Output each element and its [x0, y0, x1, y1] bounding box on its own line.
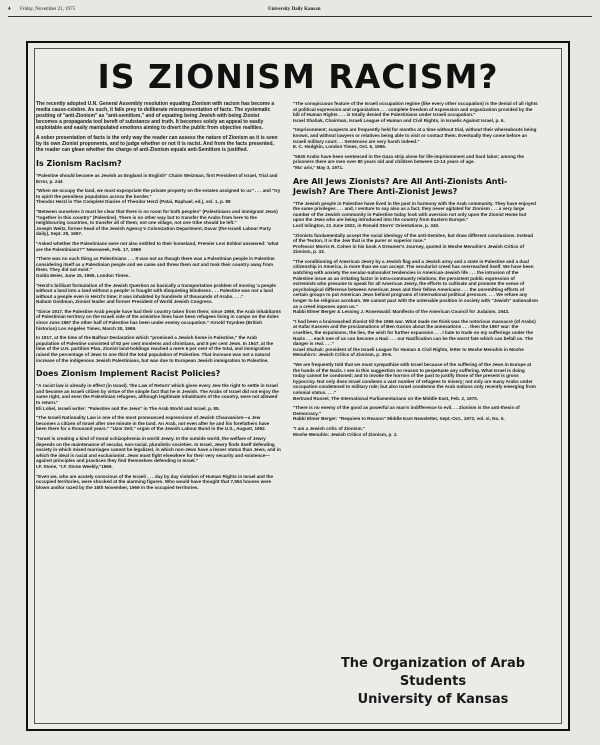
quote-source: "Ma' ariv," May 3, 1971.	[293, 164, 344, 170]
quote-source: Bertrand Russel, The International Parliamentarians on the Middle East, Feb. 2, 1970.	[293, 395, 479, 401]
quote-source: Rabbi Elmer Berger & Lessing J. Rosenwald: Manifesto of the American Council for Judaism, 1943.	[293, 309, 510, 315]
quote: "The Jewish people in Palestine have lived in the past in harmony with the Arab community. They have enjoyed the same privileges . . . and, I venture to say also as a fact, they never agitated for Zionism . . . a very large number of the Jewish community in Palestine today look with aversion not only upon the Zionist Home but upon the Jews who are being introduced into the country from Eastern Europe." Lord Islington, 21 June 1922, in Ronald Storrs' Orientations, p. 340.	[293, 201, 538, 229]
quote-source: Nahum Goldman, Zionist leader and former President of World Jewish Congress.	[36, 299, 213, 305]
quote: "Even we, who are acutely conscious of the Israeli . . . day by day violation of Human Rights in Israel and the occupied territories, were shocked at the alarming figures. Who would have thought that 7,554 houses were blown and/or razed by the 15th November, 1969 in the occupied territories.	[36, 473, 274, 490]
quote-source: I.F. Stone, "I.F. Stone Weekly,"1969.	[36, 463, 113, 469]
quote: "A racist law is already in effect (in Israel). 'the Law of Return' which gives every Jew the right to settle in Israel and become an Israeli citizen by virtue of the simple fact that he is Jewish. The Arabs of Israel did not enjoy the same right, and even the Palestinian refugees, although legitimate inhabitants of the country, were not allowed to return." Eli Lobel, Israeli writer: "Palestine and the Jews" in The Arab World and Israel, p. 85.	[36, 383, 281, 411]
quote: "Herzl's brilliant formulation of the Jewish Question as basically a transportation problem of moving 'a people without a land into a land without a people' is fraught with disquieting blindness . . . Palestine was not a land without a people even in Herzl's time; it was inhabited by hundreds of thousands of Arabs. . . ." Nahum Goldman, Zionist leader and former President of World Jewish Congress.	[36, 283, 281, 305]
left-column	[36, 101, 281, 494]
quote: "I am a Jewish critic of Zionism." Moshe Menuhin: Jewish Critics of Zionism, p. 2.	[293, 426, 538, 437]
quote-source: Golda Meier, June 15, 1969, London Times.	[36, 272, 130, 278]
quote-source: E. C. Hodgkin, London Times, Oct. 6, 1969.	[293, 144, 387, 150]
quote: "Asked whether the Palestinians were not also entitled to their homeland, Premier Levi Eshkol answered: 'what are the Palestinians?'" Newsweek, Feb. 17, 1969	[36, 240, 279, 252]
masthead-rule	[8, 16, 592, 17]
quote: "There was no such thing as Palestinians . . . It was not as though there was a Palestinian people in Palestine considering itself as a Palestinian people and we came and threw them out and took their country away from them. They did not exist." Golda Meier, June 15, 1969, London Times.	[36, 256, 281, 278]
quote-source: Rabbi Elmer Berger: "Requiem to Reason" Middle East Newsletter, Sept.-Oct., 1972, vol. vi, No. 5.	[293, 416, 505, 422]
newspaper-masthead	[0, 0, 600, 22]
section-heading: Is Zionism Racism?	[36, 159, 122, 168]
quote-source: Joseph Weitz, former head of the Jewish Agency's Colonization Department, Davar (the Israeli Labour Party daily), Sept. 29, 1967.	[36, 225, 271, 237]
quote: "When we occupy the land, we must expropriate the private property on the estates assigned to us" . . . and "try to spirit the penniless population across the border." Theodor Herzl in The Complete Diaries of Theodor Herzl (Patai, Raphael, ed.), vol. 1, p. 88	[36, 188, 281, 205]
quote-source: Eli Lobel, Israeli writer: "Palestine and the Jews" in The Arab World and Israel, p. 85.	[36, 405, 220, 411]
quote: "The Israeli Nationality Law is one of the most pronounced expressions of Jewish Chauvanism—a Jew becomes a citizen of Israel after one minute in the land. An Arab, not even after he and his forefathers have been there for a thousand years." "Uzor Zeit," organ of the Jewish Labour Bund in the U.S., August, 1952.	[36, 415, 270, 432]
quote: "Between ourselves it must be clear that there is no room for both peoples" (Palestinians and immigrant Jews) "together in this country" (Palestine). There is no other way but to transfer the Arabs from here to the neighbouring countries, to transfer all of them; not one village, not one tribe should be left." Joseph Weitz, former head of the Jewish Agency's Colonization Department, Davar (the Israeli Labour Party daily), Sept. 29, 1967.	[36, 209, 281, 237]
quote-source: Theodor Herzl in The Complete Diaries of Theodor Herzl (Patai, Raphael, ed.), vol. 1, p. 88	[36, 199, 231, 205]
quote: "The conspicuous feature of the Israeli occupation regime (like every other occupation) is the denial of all rights at political expression and organization . . . complete freedom of expression and organization provided by the bill of Human Rights . . . is totally denied the Palestinians under Israeli occupation." Israel Shahak, Chairman, Israeli League of Human and Civil Rights, in Israelis Against Israel, p. 6.	[293, 101, 538, 123]
advertisement-frame	[26, 41, 570, 731]
publication-name: University Daily Kansan	[268, 7, 321, 12]
quote: "Israel is creating a kind of moral schizophrenia in world Jewry. In the outside world, the welfare of Jewry depends on the maintenance of secular, non-racial, pluralistic societies. In Israel, Jewry finds itself defending society in which mixed marriages cannot be legalized, in which non-Jews have a lesser status than Jews, and in which the ideal is racial and exclusionist. Jews must fight elsewhere for their very security and existence—against principles and practices they find themselves defending in Israel." I.F. Stone, "I.F. Stone Weekly,"1969.	[36, 435, 281, 469]
intro-paragraph: The recently adopted U.N. General Assembly resolution equating Zionism with racism has become a media cause-celebre. As such, it falls prey to deliberate misrepresentation of facts. The systematic positing of "anti-Zionism" as "anti-semitism," and of equating being Jewish with being Zionist becomes a propaganda tool bereft of substance and truth. It becomes solely an appeal to easily exploitable and easily manipulated emotions aiming to divert the public from objective realities.	[36, 101, 275, 131]
quote-source: Lord Islington, 21 June 1922, in Ronald Storrs' Orientations, p. 340.	[293, 222, 440, 228]
quote: "5630 Arabs have been sentenced in the Gaza strip alone for life-imprisonment and hard labor; among the prisoners there are men over 80 years old and children between 12-14 years of age. "Ma' ariv," May 3, 1971.	[293, 154, 538, 171]
quote: "Zionists fundamentally accept the racial ideology of the anti-Semites, but draw different conclusions. Instead of the Teuton, it is the Jew that is the purer or superior race." Professor Morris R. Cohen in his book A Dreamer's Journey, quoted in Moshe Menuhin's Jewish Critics of Zionism, p. 33.	[293, 233, 538, 255]
quote-source: Israel Shahak, Chairman, Israeli League of Human and Civil Rights, in Israelis Against Israel, p. 6.	[293, 117, 505, 123]
section-heading: Does Zionism Implement Racist Policies?	[36, 369, 221, 379]
sponsor-signature	[318, 655, 548, 709]
issue-date: Friday, November 21, 1975	[20, 7, 76, 12]
intro-paragraph: A sober presentation of facts is the only way the reader can assess the nature of Zionism as it is seen by its own Zionist proponents, and to judge whether or not it is racist. And from the facts presented, the reader can glean whether the charge of anti-Zionism equals anti-Semitism is justified.	[36, 135, 278, 153]
sponsor-university: University of Kansas	[357, 692, 509, 707]
quote-source: Professor Morris R. Cohen in his book A Dreamer's Journey, quoted in Moshe Menuhin's Jewish Critics of Zionism, p. 33.	[293, 243, 524, 255]
quote: "Palestine should become as Jewish as England is English" Chaim Weizman, first President of Israel, Trial and Error, p. 244	[36, 173, 278, 184]
quote: "We are frequently told that we must sympathize with Israel because of the suffering of the Jews in Europe at the hands of the Nazis. I see in this suggestion no reason to perpetuate any suffering. What Israel is doing today cannot be condoned; and to invoke the horrors of the past to justify those of the present is gross hypocrisy. Not only does Israel condemn a vast number of refugees to misery; not only are many Arabs under occupation condemned to military rule; but also Israel condemns the Arab nations only recently emerging from colonial status. . . ." Bertrand Russel, The International Parliamentarians on the Middle East, Feb. 2, 1970.	[293, 362, 538, 401]
quote: "I had been a brainwashed Zionist till the 1956 war. What made me think was the notorious massacre (of Arabs) at Kafar Kassem and the proclamations of Ben Gurion about the annexations . . . then the 1967 war: the cruelties, the expulsions, the lies, the wish for further expansion . . . I hate to trade on my sufferings under the Nazis . . . each one of us can become a Nazi . . . our Nazification can be the worst fate which can befall us. The danger is real. . . ." Israel Shahak: president of the Israeli League for Human & Civil Rights, letter to Moshe Menuhin in Moshe Menuhin's: Jewish Critics of Zionism, p. 35-6.	[293, 319, 538, 358]
quote: In 1917, at the time of the Balfour Declaration which "promised a Jewish home in Palestine," the Arab population of Palestine consisted of 92 per cent moslems and christians, and 8 per cent Jews. In 1947, at the time of the U.N. partition Plan, Zionist land-holdings reached a mere 6 per cent of the total, and immigration raised the percentage of Jews to one third the total population of Palestine. That increase was not a natural increase of the indigenous Jewish Palestinians, but was due to European Jewish immigration to Palestine.	[36, 335, 274, 363]
right-column	[293, 101, 538, 441]
quote: "There is no enemy of the good as powerful as man's indifference to evil. . . Zionism is the anti-thesis of Democracy." Rabbi Elmer Berger: "Requiem to Reason" Middle East Newsletter, Sept.-Oct., 1972, vol. vi, No. 5.	[293, 405, 538, 422]
quote-source: Moshe Menuhin: Jewish Critics of Zionism, p. 2.	[293, 431, 398, 437]
sponsor-name: The Organization of Arab Students	[340, 656, 526, 689]
page-number: 4	[8, 7, 11, 12]
quote: "The conditioning of American Jewry by a Jewish flag and a Jewish army and a state in Palestine and a dual citizenship in America, is more than we can accept. The secularist creed has overreached itself. We have been watching with anxiety the secular-nationalist tendencies in American-Jewish life . . . the intrusion of the Palestine issue as an irritating factor in intra-community relations, the persistent public expression of extremists who presume to speak for all American Jewry, the efforts to cultivate and promote the sense of psychological difference between American Jews and their fellow Americans . . . the unremitting efforts of certain groups to put American Jews behind programs of international political pressure. . . . We refuse any longer to be religious acrobats. We cannot pact with the untenable position in society with "Jewish" nationalism as a creed imposes upon us." Rabbi Elmer Berger & Lessing J. Rosenwald: Manifesto of the American Council for Judaism, 1943.	[293, 258, 538, 315]
quote-source: Israel Shahak: president of the Israeli League for Human & Civil Rights, letter to Moshe Menuhin in Moshe Menuhin's: Jewish Critics of Zionism, p. 35-6.	[293, 346, 524, 358]
section-heading: Are All Jews Zionists? Are All Anti-Zionists Anti-Jewish? Are There Anti-Zionist Jews?	[293, 176, 508, 196]
quote: "Since 1917, the Palestine Arab people have had their country taken from them; since 1969, the Arab inhabitants of Palestinian territory on the Israeli side of the armistice lines have been refugees living in camps on the doles since June 1967 the other half of Palestine has been under enemy occupation." Arnold Toynbee (British historian) Los Angeles Times, March 30, 1969.	[36, 308, 281, 331]
quote: "Imprisonment; suspects are frequently held for months at a time without trial, without their whereabouts being known, and without lawyers or relatives being able to visit or contact them. Eventually they come before an Israeli military court. . . Sentences are very harsh indeed." E. C. Hodgkin, London Times, Oct. 6, 1969.	[293, 127, 537, 150]
ad-headline: IS ZIONISM RACISM?	[97, 57, 499, 96]
